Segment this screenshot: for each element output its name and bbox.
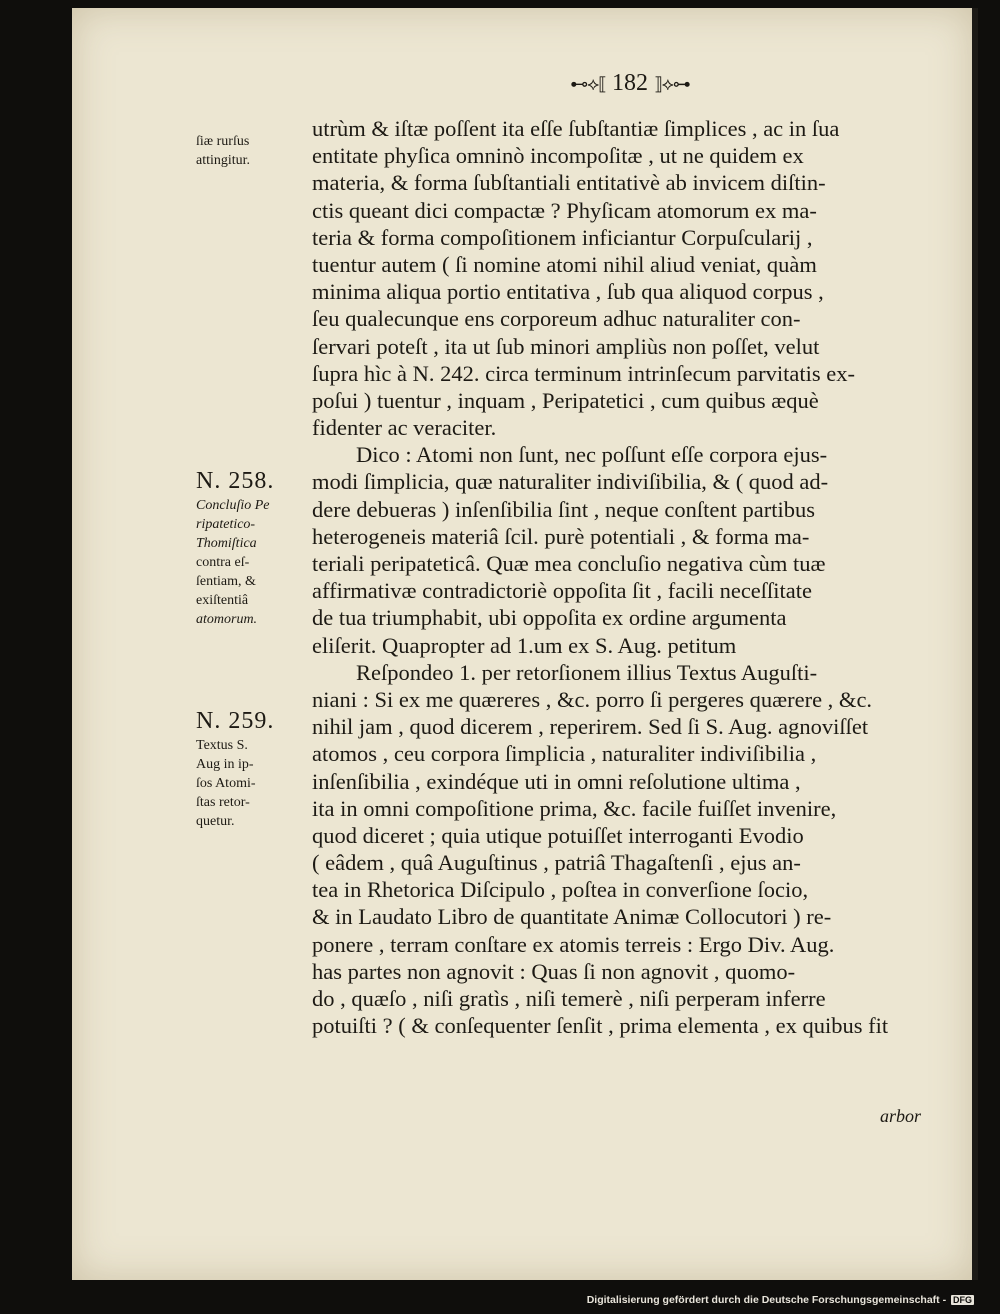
marginal-line: ripatetico- — [196, 517, 256, 532]
text-line: Dico : Atomi non ſunt, nec poſſunt eſſe corpora ejus- — [356, 442, 828, 468]
catchword: arbor — [880, 1106, 922, 1126]
page-edge — [972, 8, 978, 1280]
text-line: ctis queant dici compactæ ? Phyſicam atomorum ex ma- — [312, 197, 817, 223]
text-line: ita in omni compoſitione prima, &c. facile fuiſſet invenire, — [312, 795, 837, 821]
text-line: heterogeneis materiâ ſcil. purè potentiali , & forma ma- — [312, 523, 810, 549]
text-line: has partes non agnovit : Quas ſi non agnovit , quomo- — [312, 958, 796, 984]
text-line: materia, & forma ſubſtantiali entitativè ab invicem diſtin- — [312, 170, 826, 196]
text-line: eliſerit. Quapropter ad 1.um ex S. Aug. petitum — [312, 632, 737, 658]
text-line: dere debueras ) inſenſibilia ſint , neque conſtent partibus — [312, 496, 815, 522]
text-line: modi ſimplicia, quæ naturaliter indiviſibilia, & ( quod ad- — [312, 469, 829, 495]
marginal-line: ſtas retor- — [196, 795, 250, 810]
ornament-left: ⊷⟡⟦ — [570, 74, 606, 94]
text-line: utrùm & iſtæ poſſent ita eſſe ſubſtantiæ ſimplices , ac in ſua — [312, 116, 840, 141]
marginal-line: Concluſio Pe — [196, 498, 270, 513]
marginal-line: ſiæ rurſus — [196, 134, 250, 149]
paragraph-number: N. 258. — [196, 468, 275, 494]
text-line: inſenſibilia , exindéque uti in omni reſolutione ultima , — [312, 768, 801, 794]
text-line: nihil jam , quod dicerem , reperirem. Sed ſi S. Aug. agnoviſſet — [312, 714, 869, 740]
text-line: ſupra hìc à N. 242. circa terminum intrinſecum parvitatis ex- — [312, 360, 855, 386]
dfg-logo: DFG — [953, 1295, 972, 1305]
text-line: tea in Rhetorica Diſcipulo , poſtea in converſione ſocio, — [312, 877, 809, 903]
text-line: ſeu qualecunque ens corporeum adhuc naturaliter con- — [312, 306, 801, 332]
text-line: atomos , ceu corpora ſimplicia , naturaliter indiviſibilia , — [312, 741, 817, 767]
body-text — [312, 115, 962, 1039]
marginal-line: atomorum. — [196, 612, 258, 627]
marginal-line: Textus S. — [196, 738, 248, 753]
text-line: fidenter ac veraciter. — [312, 415, 497, 441]
text-line: minima aliqua portio entitativa , ſub qua aliquod corpus , — [312, 279, 824, 305]
text-line: ſervari poteſt , ita ut ſub minori ampliùs non poſſet, velut — [312, 333, 820, 359]
marginal-line: quetur. — [196, 814, 235, 829]
text-line: ponere , terram conſtare ex atomis terreis : Ergo Div. Aug. — [312, 931, 835, 957]
marginal-line: Aug in ip- — [196, 757, 254, 772]
text-line: ( eâdem , quâ Auguſtinus , patriâ Thagaſtenſi , ejus an- — [312, 850, 801, 876]
text-line: affirmativæ contradictoriè oppoſita ſit , facili neceſſitate — [312, 578, 813, 604]
marginal-note-2 — [196, 466, 296, 629]
marginal-line: Thomiſtica — [196, 536, 257, 551]
marginal-line: contra eſ- — [196, 555, 250, 570]
page-header — [530, 66, 730, 100]
footer-credit — [587, 1294, 974, 1306]
text-line: teria & forma compoſitionem inficiantur Corpuſcularij , — [312, 224, 813, 250]
text-line: Reſpondeo 1. per retorſionem illius Textus Auguſti- — [356, 659, 818, 685]
paragraph-number: N. 259. — [196, 708, 275, 734]
text-line: niani : Si ex me quæreres , &c. porro ſi pergeres quærere , &c. — [312, 686, 873, 712]
footer-text: Digitalisierung gefördert durch die Deutsche Forschungsgemeinschaft - — [586, 1294, 947, 1306]
text-line: & in Laudato Libro de quantitate Animæ Collocutori ) re- — [312, 904, 832, 930]
marginal-note-1 — [196, 132, 296, 170]
page-number: 182 — [612, 70, 648, 96]
ornament-right: ⟧⟡⊶ — [654, 74, 690, 94]
marginal-line: attingitur. — [196, 153, 251, 168]
text-line: quod diceret ; quia utique potuiſſet interroganti Evodio — [312, 822, 804, 848]
text-line: teriali peripateticâ. Quæ mea concluſio negativa cùm tuæ — [312, 551, 826, 576]
marginal-note-3 — [196, 706, 296, 831]
marginal-line: ſentiam, & — [196, 574, 256, 589]
text-line: poſui ) tuentur , inquam , Peripatetici , cum quibus æquè — [312, 387, 819, 413]
text-line: tuentur autem ( ſi nomine atomi nihil aliud veniat, quàm — [312, 251, 817, 277]
marginal-line: ſos Atomi- — [196, 776, 256, 791]
text-line: do , quæſo , niſi gratìs , niſi temerè , niſi perperam inferre — [312, 986, 826, 1011]
text-line: entitate phyſica omninò incompoſitæ , ut ne quidem ex — [312, 143, 804, 169]
marginal-line: exiſtentiâ — [196, 593, 249, 608]
text-line: de tua triumphabit, ubi oppoſita ex ordine argumenta — [312, 605, 787, 631]
text-line: potuiſti ? ( & conſequenter ſenſit , prima elementa , ex quibus fit — [312, 1013, 889, 1039]
